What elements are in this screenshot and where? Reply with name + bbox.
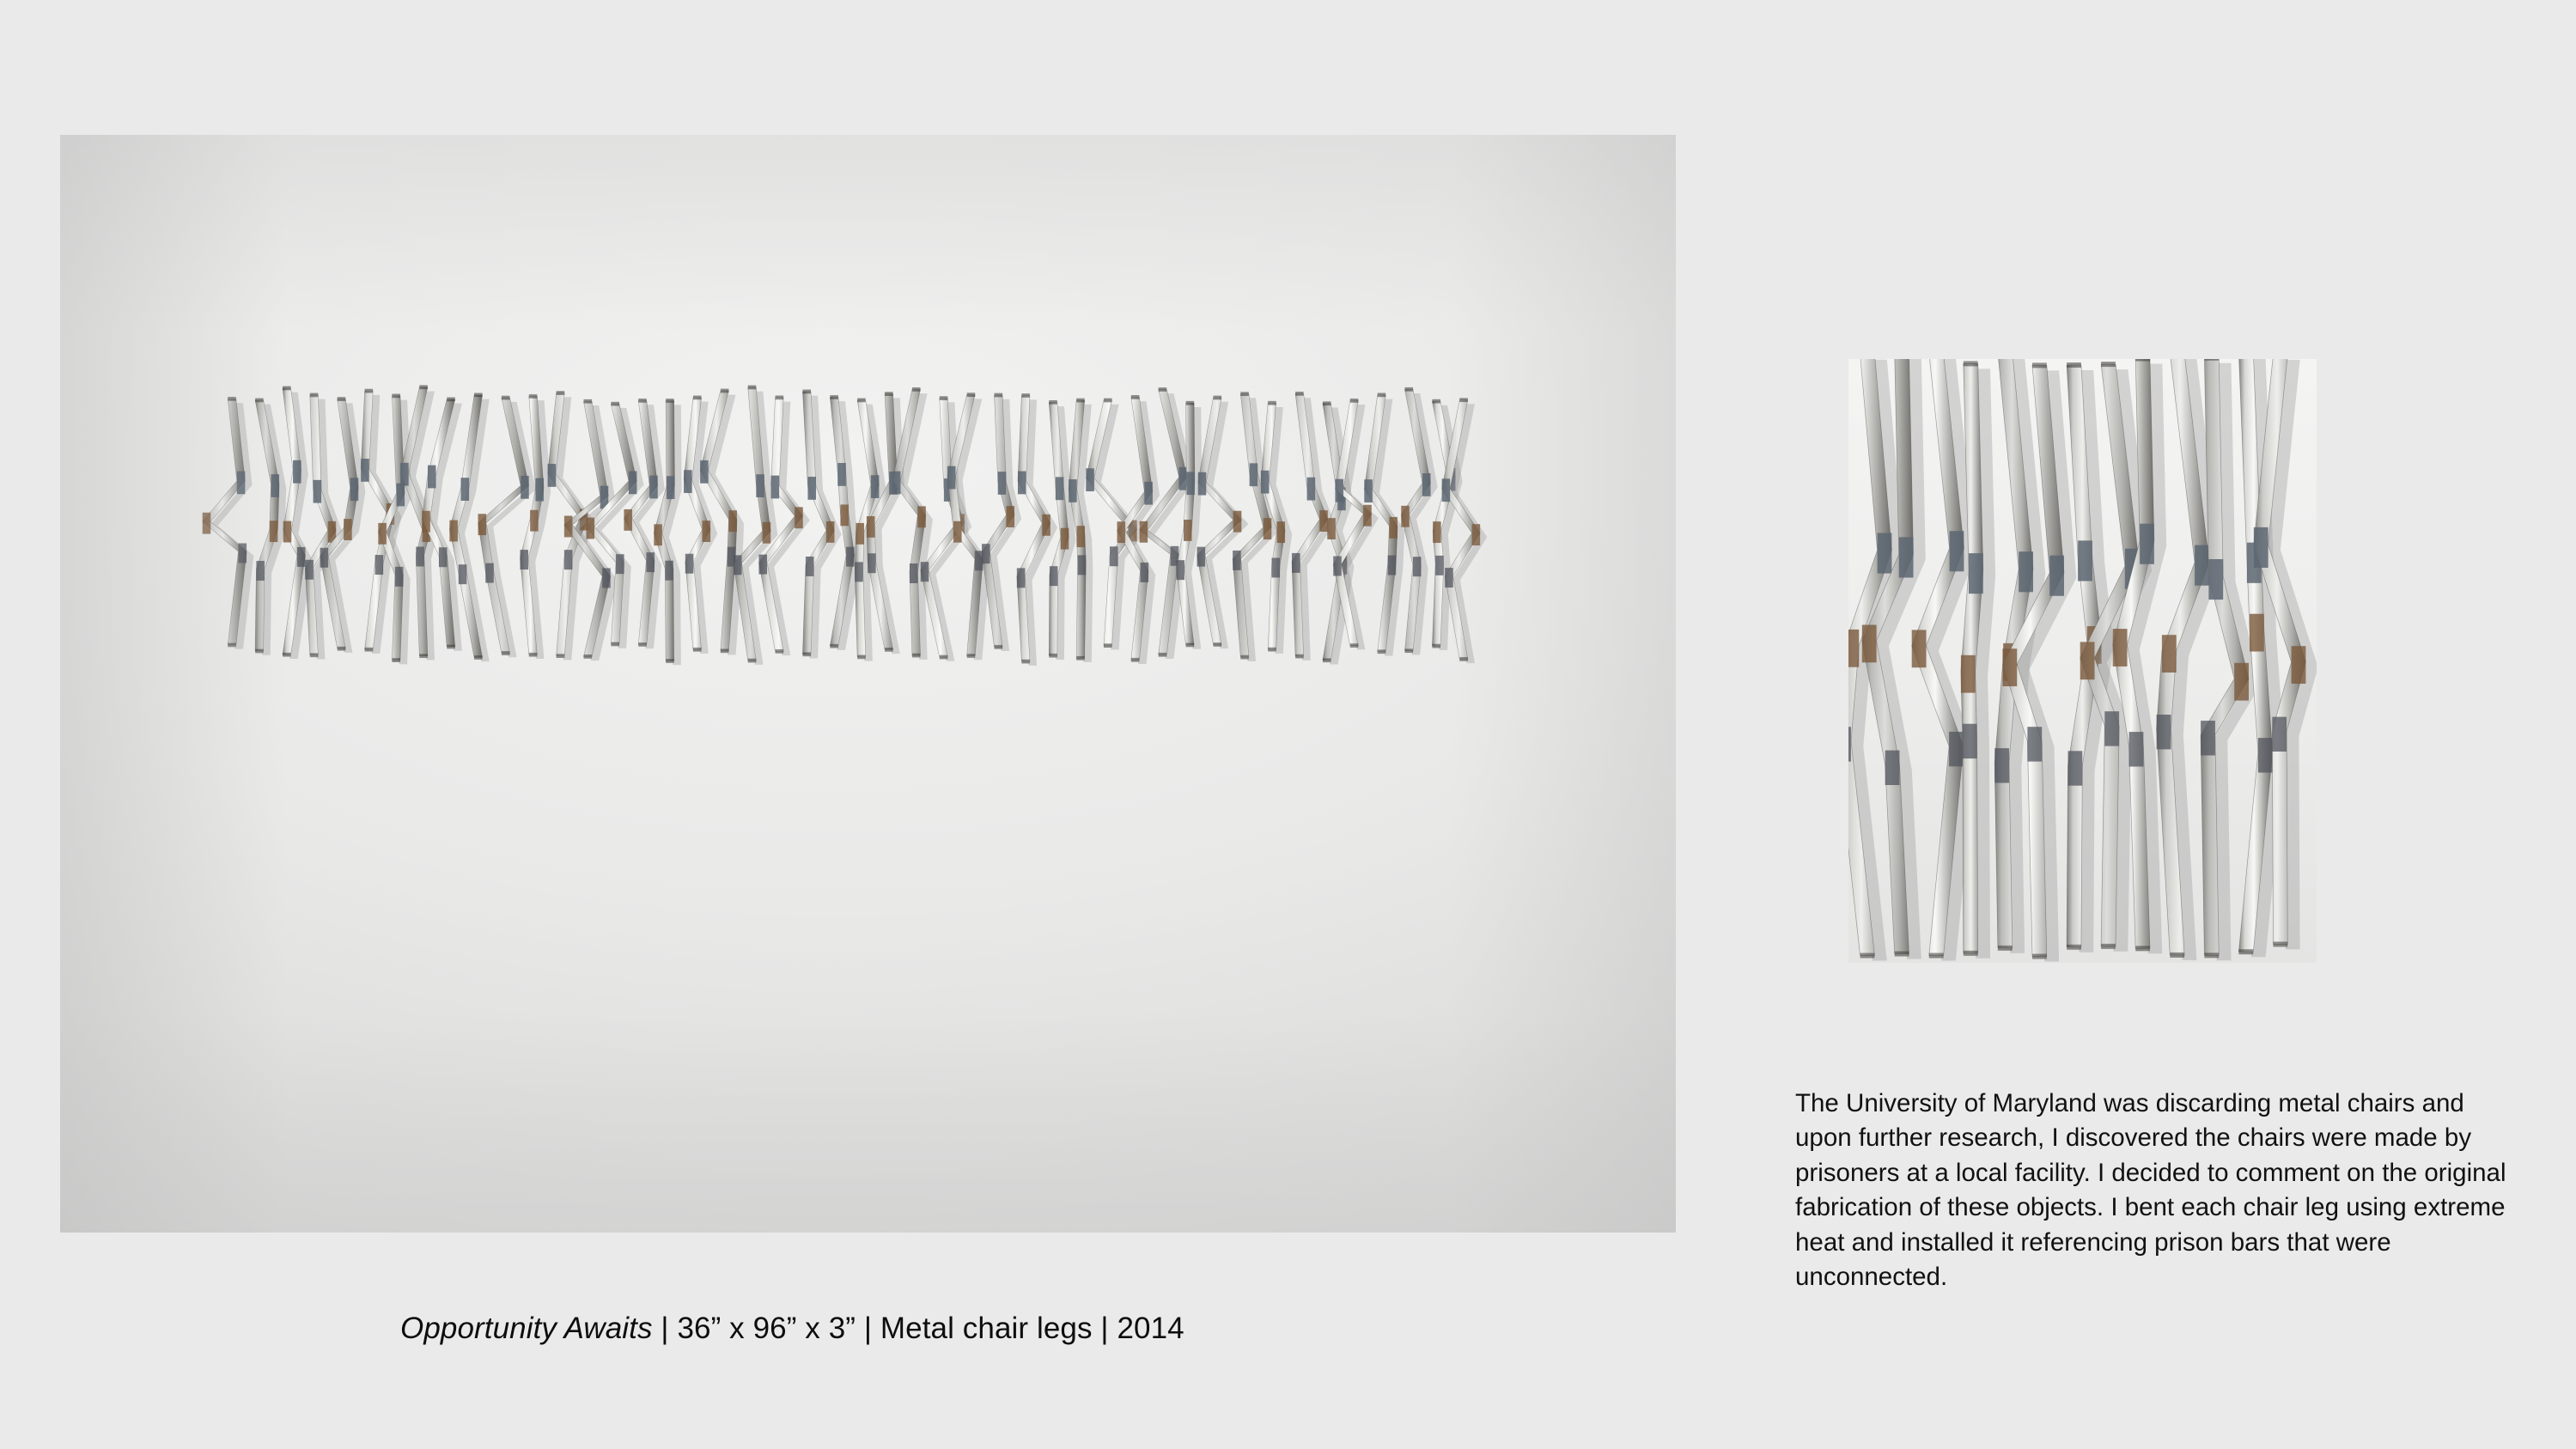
scorch-band bbox=[667, 476, 675, 499]
scorch-band bbox=[2258, 738, 2273, 772]
scorch-band bbox=[2250, 614, 2264, 652]
scorch-band bbox=[1184, 520, 1192, 541]
scorch-band bbox=[2049, 556, 2064, 596]
scorch-band bbox=[520, 550, 528, 569]
scorch-band bbox=[1176, 560, 1184, 580]
scorch-band bbox=[395, 567, 404, 587]
scorch-band bbox=[2002, 648, 2017, 686]
caption-title: Opportunity Awaits bbox=[400, 1312, 653, 1345]
scorch-band bbox=[1963, 724, 1977, 758]
bar-end-cap bbox=[392, 658, 400, 662]
scorch-band bbox=[1848, 630, 1859, 667]
bar-end-cap bbox=[1459, 657, 1468, 661]
scorch-band bbox=[1413, 557, 1422, 576]
bar-end-cap bbox=[995, 393, 1003, 398]
scorch-band bbox=[422, 511, 430, 533]
bar-end-cap bbox=[1131, 395, 1140, 399]
bar-end-cap bbox=[721, 648, 729, 653]
scorch-band bbox=[2080, 642, 2095, 679]
bar-end-cap bbox=[2067, 362, 2081, 368]
bar-end-cap bbox=[228, 397, 236, 401]
scorch-band bbox=[1899, 537, 1914, 577]
bar-end-cap bbox=[338, 647, 346, 651]
bar-end-cap bbox=[1459, 398, 1468, 402]
scorch-band bbox=[2254, 527, 2268, 568]
scorch-band bbox=[586, 518, 594, 539]
bars-svg bbox=[82, 277, 1628, 792]
bar-end-cap bbox=[419, 385, 428, 389]
scorch-band bbox=[1327, 518, 1336, 539]
bar-end-cap bbox=[2274, 941, 2288, 947]
scorch-band bbox=[1319, 510, 1328, 532]
scorch-band bbox=[344, 519, 352, 540]
scorch-band bbox=[256, 561, 265, 581]
scorch-band bbox=[1422, 473, 1431, 496]
scorch-band bbox=[703, 521, 711, 542]
bar-end-cap bbox=[1159, 653, 1167, 657]
bar-end-cap bbox=[611, 642, 619, 647]
scorch-band bbox=[1140, 521, 1148, 543]
scorch-band bbox=[665, 561, 673, 581]
scorch-band bbox=[1862, 625, 1877, 663]
bar-end-cap bbox=[748, 659, 757, 663]
bar-end-cap bbox=[1186, 643, 1195, 648]
bar-end-cap bbox=[557, 391, 565, 395]
scorch-band bbox=[1197, 547, 1206, 567]
bar-end-cap bbox=[776, 395, 784, 399]
scorch-band bbox=[2162, 635, 2177, 673]
bar-end-cap bbox=[1076, 656, 1085, 661]
bar-end-cap bbox=[1405, 648, 1414, 653]
scorch-band bbox=[1050, 566, 1058, 586]
bar-end-cap bbox=[2204, 359, 2219, 361]
scorch-band bbox=[1061, 528, 1069, 550]
bar-end-cap bbox=[611, 402, 619, 406]
scorch-band bbox=[771, 476, 780, 499]
bar-end-cap bbox=[1432, 399, 1440, 404]
bar-end-cap bbox=[1895, 952, 1909, 957]
scorch-band bbox=[314, 480, 322, 503]
scorch-band bbox=[1233, 551, 1241, 570]
bar-end-cap bbox=[967, 393, 976, 397]
scorch-band bbox=[1076, 526, 1085, 547]
bar-end-cap bbox=[1378, 649, 1386, 654]
bar-end-cap bbox=[283, 387, 291, 391]
bar-end-cap bbox=[940, 396, 948, 400]
bar-end-cap bbox=[1049, 400, 1057, 405]
scorch-band bbox=[1389, 517, 1398, 539]
scorch-band bbox=[2104, 711, 2119, 746]
scorch-band bbox=[1307, 478, 1316, 501]
bar-end-cap bbox=[255, 399, 264, 403]
bar-end-cap bbox=[2067, 945, 2081, 950]
bar-end-cap bbox=[338, 397, 346, 401]
bar-end-cap bbox=[2032, 362, 2047, 368]
scorch-band bbox=[293, 460, 301, 484]
scorch-band bbox=[1333, 557, 1342, 576]
bar-end-cap bbox=[502, 651, 510, 655]
bar-end-cap bbox=[1131, 658, 1140, 662]
bar-end-cap bbox=[1240, 392, 1249, 396]
scorch-band bbox=[837, 463, 846, 486]
bar-end-cap bbox=[1268, 648, 1276, 652]
scorch-band bbox=[2078, 540, 2092, 581]
scorch-band bbox=[1110, 546, 1118, 566]
scorch-band bbox=[1277, 521, 1286, 543]
scorch-band bbox=[2140, 524, 2154, 564]
scorch-band bbox=[1950, 531, 1964, 571]
bar-end-cap bbox=[474, 393, 483, 397]
scorch-band bbox=[1141, 563, 1149, 582]
scorch-band bbox=[2208, 559, 2223, 600]
scorch-band bbox=[1912, 630, 1927, 667]
scorch-band bbox=[375, 555, 384, 575]
scorch-band bbox=[921, 562, 929, 581]
scorch-band bbox=[428, 466, 436, 489]
bar-end-cap bbox=[2101, 362, 2116, 367]
scorch-band bbox=[478, 514, 487, 535]
bar-end-cap bbox=[1964, 361, 1978, 366]
bar-end-cap bbox=[1186, 401, 1195, 405]
bar-end-cap bbox=[1159, 387, 1167, 392]
scorch-band bbox=[1078, 555, 1087, 575]
bar-end-cap bbox=[1049, 654, 1057, 658]
bar-end-cap bbox=[967, 654, 976, 658]
bar-end-cap bbox=[1964, 951, 1978, 956]
scorch-band bbox=[239, 544, 247, 563]
scorch-band bbox=[855, 562, 863, 581]
scorch-band bbox=[734, 555, 742, 575]
artist-statement: The University of Maryland was discarding metal chairs and upon further research, I discovered the chairs were made by prisoners at a local facility. I decided to comment on the original fabrication of these objects. I bent each chair leg using extreme heat and installed it referencing prison bars that were unconnected. bbox=[1795, 1089, 2506, 1292]
scorch-band bbox=[1292, 553, 1300, 573]
scorch-band bbox=[1388, 556, 1397, 575]
scorch-band bbox=[1006, 506, 1014, 527]
bar-end-cap bbox=[1929, 953, 1944, 959]
bar-end-cap bbox=[1295, 392, 1304, 396]
bar-end-cap bbox=[2032, 954, 2047, 959]
scorch-band bbox=[947, 466, 956, 490]
scorch-band bbox=[1442, 478, 1451, 502]
scorch-band bbox=[892, 472, 901, 495]
caption-dimensions: 36” x 96” x 3” bbox=[677, 1312, 856, 1345]
scorch-band bbox=[616, 554, 624, 574]
bar-end-cap bbox=[1350, 643, 1359, 648]
bar-end-cap bbox=[1405, 387, 1414, 392]
bar-end-cap bbox=[885, 648, 893, 652]
scorch-band bbox=[629, 472, 637, 495]
bar-end-cap bbox=[912, 654, 921, 658]
scorch-band bbox=[1994, 748, 2009, 782]
bar-end-cap bbox=[940, 655, 948, 660]
scorch-band bbox=[756, 474, 764, 497]
bar-end-cap bbox=[912, 387, 921, 392]
scorch-band bbox=[521, 476, 529, 499]
bar-end-cap bbox=[721, 389, 729, 393]
bar-end-cap bbox=[1240, 655, 1249, 660]
scorch-band bbox=[1335, 479, 1343, 502]
bar-end-cap bbox=[638, 399, 647, 403]
bar-end-cap bbox=[557, 654, 565, 658]
scorch-band bbox=[564, 550, 573, 569]
scorch-band bbox=[1961, 655, 1976, 693]
scorch-band bbox=[530, 510, 539, 532]
bar-end-cap bbox=[365, 389, 374, 393]
scorch-band bbox=[795, 507, 803, 528]
scorch-band bbox=[1017, 568, 1026, 588]
bar-end-cap bbox=[1021, 393, 1030, 398]
scorch-band bbox=[1363, 505, 1372, 527]
scorch-band bbox=[1117, 521, 1126, 543]
scorch-band bbox=[807, 477, 816, 500]
scorch-band bbox=[1250, 463, 1258, 486]
scorch-band bbox=[1186, 472, 1195, 495]
bar-end-cap bbox=[830, 395, 838, 399]
caption-sep-1: | bbox=[652, 1312, 678, 1345]
scorch-band bbox=[2019, 551, 2033, 592]
scorch-band bbox=[654, 524, 662, 545]
scorch-band bbox=[1969, 553, 1983, 594]
bar-end-cap bbox=[1378, 393, 1386, 397]
scorch-band bbox=[910, 563, 918, 583]
scorch-band bbox=[758, 555, 767, 575]
bar-end-cap bbox=[392, 394, 400, 399]
bar-end-cap bbox=[529, 653, 538, 657]
scorch-band bbox=[1364, 479, 1373, 502]
scorch-band bbox=[2195, 545, 2209, 586]
bar-end-cap bbox=[1323, 401, 1331, 405]
bar-end-cap bbox=[2170, 953, 2184, 958]
scorch-band bbox=[856, 523, 864, 545]
bar-end-cap bbox=[1104, 399, 1112, 403]
scorch-band bbox=[1069, 479, 1077, 502]
artwork-caption bbox=[400, 1312, 1184, 1346]
scorch-band bbox=[449, 521, 458, 542]
scorch-band bbox=[684, 470, 692, 493]
bar-end-cap bbox=[802, 652, 811, 656]
scorch-band bbox=[1433, 521, 1441, 543]
scorch-band bbox=[2129, 732, 2144, 766]
scorch-band bbox=[203, 513, 211, 534]
bar-end-cap bbox=[1268, 401, 1276, 405]
bar-end-cap bbox=[529, 394, 538, 399]
caption-sep-3: | bbox=[1092, 1312, 1117, 1345]
scorch-band bbox=[2201, 721, 2215, 755]
bar-end-cap bbox=[584, 399, 593, 404]
bar-end-cap bbox=[1213, 396, 1221, 400]
bar-end-cap bbox=[776, 649, 784, 654]
scorch-band bbox=[1264, 518, 1272, 539]
bar-end-cap bbox=[1323, 658, 1331, 662]
scorch-band bbox=[305, 560, 314, 580]
bar-end-cap bbox=[693, 396, 702, 400]
bar-end-cap bbox=[802, 390, 811, 394]
bar-end-cap bbox=[666, 659, 674, 663]
bar-end-cap bbox=[1350, 399, 1359, 403]
scorch-band bbox=[439, 547, 448, 567]
bar-end-cap bbox=[830, 644, 838, 648]
scorch-band bbox=[868, 553, 876, 573]
bar-end-cap bbox=[1998, 946, 2013, 951]
bar-end-cap bbox=[502, 396, 510, 400]
bars-svg bbox=[1848, 359, 2317, 963]
bar-end-cap bbox=[255, 649, 264, 654]
detail-artwork-photo bbox=[1848, 359, 2317, 963]
bar-end-cap bbox=[2135, 359, 2150, 362]
scorch-band bbox=[1018, 472, 1026, 495]
bar-end-cap bbox=[310, 393, 319, 398]
scorch-band bbox=[320, 548, 329, 568]
bar-end-cap bbox=[995, 645, 1003, 649]
scorch-band bbox=[416, 547, 424, 567]
bar-end-cap bbox=[419, 654, 428, 658]
bar-end-cap bbox=[2135, 946, 2150, 951]
scorch-band bbox=[361, 459, 369, 482]
bar-end-cap bbox=[447, 398, 455, 402]
scorch-band bbox=[1949, 732, 1964, 766]
scorch-band bbox=[867, 516, 875, 538]
scorch-band bbox=[840, 504, 849, 526]
caption-year: 2014 bbox=[1117, 1312, 1184, 1345]
scorch-band bbox=[1445, 568, 1453, 588]
bar-end-cap bbox=[584, 654, 593, 659]
bar-end-cap bbox=[638, 642, 647, 647]
scorch-band bbox=[548, 464, 557, 487]
scorch-band bbox=[2234, 663, 2249, 701]
scorch-band bbox=[400, 463, 409, 486]
scorch-band bbox=[763, 522, 771, 544]
scorch-band bbox=[283, 521, 292, 543]
bar-end-cap bbox=[2101, 944, 2116, 949]
scorch-band bbox=[1401, 506, 1410, 527]
scorch-band bbox=[998, 472, 1007, 495]
scorch-band bbox=[1878, 533, 1892, 574]
scorch-band bbox=[459, 564, 467, 584]
bar-end-cap bbox=[365, 648, 374, 652]
scorch-band bbox=[2113, 629, 2128, 667]
scorch-band bbox=[646, 552, 655, 572]
scorch-band bbox=[1848, 727, 1851, 761]
scorch-band bbox=[1233, 511, 1242, 533]
scorch-band bbox=[1144, 482, 1153, 505]
caption-medium: Metal chair legs bbox=[880, 1312, 1093, 1345]
scorch-band bbox=[700, 460, 709, 484]
scorch-band bbox=[2157, 715, 2171, 749]
scorch-band bbox=[1179, 467, 1188, 490]
scorch-band bbox=[975, 551, 984, 570]
scorch-band bbox=[982, 544, 990, 563]
scorch-band bbox=[564, 516, 573, 538]
bar-end-cap bbox=[1076, 399, 1085, 403]
bar-end-cap bbox=[447, 645, 455, 649]
scorch-band bbox=[806, 557, 814, 576]
scorch-band bbox=[871, 475, 880, 498]
scorch-band bbox=[271, 474, 280, 497]
bar-end-cap bbox=[1860, 953, 1875, 959]
scorch-band bbox=[378, 523, 387, 545]
scorch-band bbox=[1086, 468, 1094, 491]
bar-end-cap bbox=[310, 653, 319, 657]
scorch-band bbox=[2272, 717, 2287, 752]
scorch-band bbox=[270, 521, 278, 542]
bar-end-cap bbox=[2238, 949, 2253, 954]
scorch-band bbox=[685, 554, 694, 574]
scorch-band bbox=[1885, 751, 1900, 785]
bar-end-cap bbox=[885, 392, 893, 396]
scorch-band bbox=[1261, 471, 1270, 494]
scorch-band bbox=[1042, 514, 1050, 536]
scorch-band bbox=[2027, 727, 2042, 761]
scorch-band bbox=[624, 509, 632, 531]
scorch-band bbox=[1056, 477, 1064, 500]
scorch-band bbox=[297, 547, 306, 567]
bar-end-cap bbox=[748, 386, 757, 390]
bar-end-cap bbox=[1213, 642, 1221, 647]
scorch-band bbox=[397, 484, 405, 507]
scorch-band bbox=[2068, 751, 2083, 785]
bar-end-cap bbox=[1295, 654, 1304, 659]
scorch-band bbox=[602, 568, 611, 588]
bar-end-cap bbox=[857, 655, 866, 660]
bar-end-cap bbox=[474, 655, 483, 660]
scorch-band bbox=[649, 476, 658, 499]
scorch-band bbox=[917, 506, 926, 527]
bar-end-cap bbox=[228, 643, 236, 648]
caption-sep-2: | bbox=[856, 1312, 880, 1345]
bar-end-cap bbox=[1104, 643, 1112, 648]
bar-end-cap bbox=[283, 653, 291, 657]
scorch-band bbox=[953, 521, 962, 543]
scorch-band bbox=[1272, 557, 1281, 577]
bar-end-cap bbox=[1432, 644, 1440, 648]
scorch-band bbox=[728, 510, 737, 532]
scorch-band bbox=[2292, 646, 2306, 684]
scorch-band bbox=[237, 472, 246, 495]
scorch-band bbox=[826, 521, 835, 543]
scorch-band bbox=[1472, 524, 1481, 545]
bar-end-cap bbox=[1021, 660, 1030, 664]
scorch-band bbox=[1435, 556, 1444, 575]
bar-end-cap bbox=[693, 648, 702, 652]
scorch-band bbox=[1198, 472, 1207, 496]
bar-end-cap bbox=[2204, 953, 2219, 958]
scorch-band bbox=[350, 478, 359, 501]
main-artwork-photo bbox=[60, 135, 1676, 1233]
bar-end-cap bbox=[857, 399, 866, 403]
scorch-band bbox=[485, 563, 494, 583]
scorch-band bbox=[535, 478, 544, 502]
bar-end-cap bbox=[666, 399, 674, 403]
scorch-band bbox=[461, 478, 470, 501]
scorch-band bbox=[846, 547, 855, 567]
